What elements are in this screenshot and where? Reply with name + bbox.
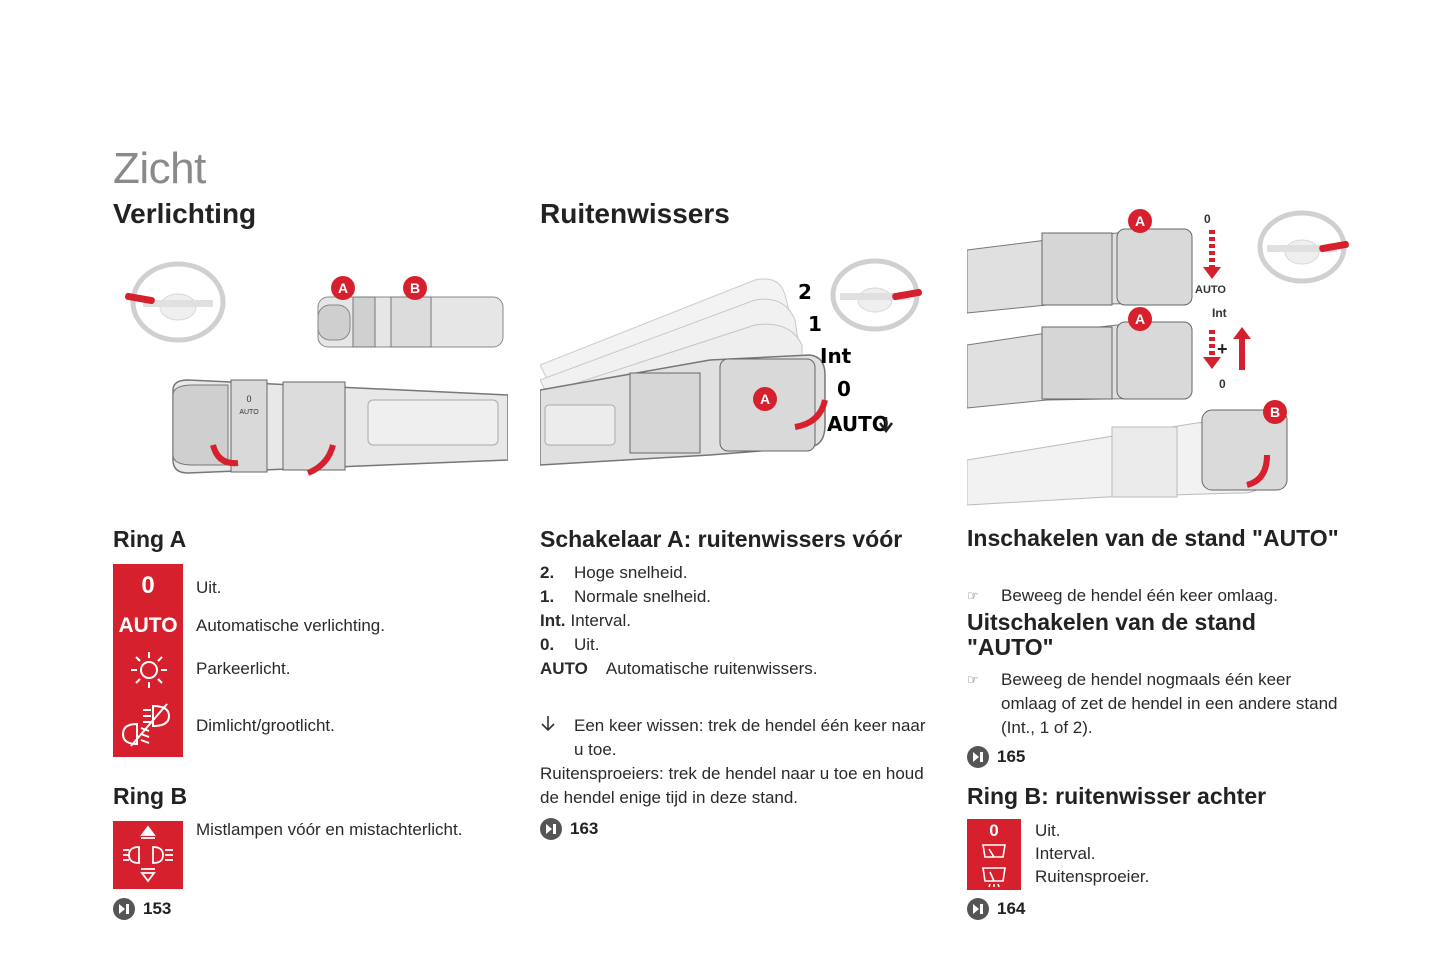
auto-label: AUTO [1195, 284, 1226, 296]
zero-label: 0 [1219, 377, 1226, 391]
label-b: B [409, 280, 421, 296]
rear-wiper-icon-panel [967, 819, 1021, 890]
position-1-label: 1 [808, 312, 822, 336]
ring-b-text: Mistlampen vóór en mistachterlicht. [196, 820, 463, 839]
rear-washer-icon [981, 866, 1007, 888]
rear-wiper-page-ref[interactable] [967, 898, 1025, 920]
label-a: A [1134, 213, 1146, 229]
list-item: Int. Interval. [540, 611, 631, 630]
fog-lamp-icon [121, 825, 175, 885]
auto-mode-illustration [967, 205, 1357, 510]
label-a: A [759, 391, 771, 407]
lighting-heading: Verlichting [113, 198, 257, 229]
ring-a-item-auto: Automatische verlichting. [196, 616, 385, 635]
disable-auto-note [967, 668, 1347, 740]
position-int-label: Int [820, 344, 852, 368]
single-wipe-note [540, 714, 930, 762]
ring-a-item-beam: Dimlicht/grootlicht. [196, 716, 335, 735]
lighting-page-number: 153 [143, 899, 172, 918]
zero-label: 0 [1204, 212, 1211, 226]
single-wipe-text: Een keer wissen: trek de hendel één keer naar u toe. [574, 716, 926, 759]
pointing-hand-icon: ☞ [967, 672, 979, 687]
page-ref-icon [967, 746, 989, 768]
auto-icon: AUTO [118, 614, 178, 637]
wiper-stalk-illustration [540, 255, 930, 485]
position-auto-label: AUTO [827, 412, 889, 436]
ring-a-heading: Ring A [113, 526, 187, 552]
list-item: 2. Hoge snelheid. [540, 563, 688, 582]
rear-wiper-heading: Ring B: ruitenwisser achter [967, 783, 1267, 809]
plus-label: + [1217, 339, 1228, 359]
page-ref-icon [540, 818, 562, 840]
list-item: Ruitensproeier. [1035, 867, 1150, 886]
lighting-page-ref[interactable] [113, 898, 171, 920]
ring-b-icon-panel [113, 821, 183, 889]
list-item: Interval. [1035, 844, 1096, 863]
page-title: Zicht [113, 144, 206, 193]
rear-wiper-interval-icon [981, 843, 1007, 863]
enable-auto-heading: Inschakelen van de stand "AUTO" [967, 525, 1339, 551]
page-ref-icon [113, 898, 135, 920]
arrow-down-icon [540, 714, 574, 762]
lighting-stalk-illustration [113, 255, 508, 485]
ring-b-heading: Ring B [113, 783, 188, 809]
switch-a-heading: Schakelaar A: ruitenwissers vóór [540, 526, 903, 552]
position-2-label: 2 [798, 280, 812, 304]
washer-text: Ruitensproeiers: trek de hendel naar u toe en houd de hendel enige tijd in deze stand. [540, 764, 924, 807]
parking-light-icon [129, 650, 169, 690]
list-item: AUTO Automatische ruitenwissers. [540, 659, 818, 678]
enable-auto-note [967, 584, 1347, 608]
rear-wiper-page-number: 164 [997, 899, 1026, 918]
ring-a-item-off: Uit. [196, 578, 222, 597]
switch-auto-label: AUTO [239, 409, 259, 416]
auto-mode-page-ref[interactable] [967, 746, 1025, 768]
wipers-page-ref[interactable] [540, 818, 598, 840]
label-a: A [337, 280, 349, 296]
auto-mode-page-number: 165 [997, 747, 1026, 766]
switch-zero-label: 0 [246, 394, 252, 404]
wipers-page-number: 163 [570, 819, 599, 838]
disable-auto-text: Beweeg de hendel nogmaals één keer omlaag of zet de hendel in een andere stand (Int., 1 of 2). [1001, 670, 1338, 737]
wiper-positions-list [540, 561, 930, 681]
enable-auto-text: Beweeg de hendel één keer omlaag. [1001, 586, 1278, 605]
ring-a-icon-panel [113, 564, 183, 757]
ring-a-item-parking: Parkeerlicht. [196, 659, 291, 678]
label-a: A [1134, 311, 1146, 327]
position-0-label: 0 [837, 377, 851, 401]
list-item: 0. Uit. [540, 635, 600, 654]
list-item: 1. Normale snelheid. [540, 587, 712, 606]
list-item: Uit. [1035, 821, 1061, 840]
page-ref-icon [967, 898, 989, 920]
int-label: Int [1212, 306, 1227, 320]
low-high-beam-icon [121, 702, 177, 748]
wipers-heading: Ruitenwissers [540, 198, 730, 229]
pointing-hand-icon: ☞ [967, 588, 979, 603]
off-icon: 0 [141, 572, 155, 599]
rear-wiper-list [1035, 819, 1149, 888]
label-b: B [1269, 404, 1281, 420]
disable-auto-heading: Uitschakelen van de stand "AUTO" [967, 609, 1256, 660]
off-icon: 0 [989, 821, 999, 840]
